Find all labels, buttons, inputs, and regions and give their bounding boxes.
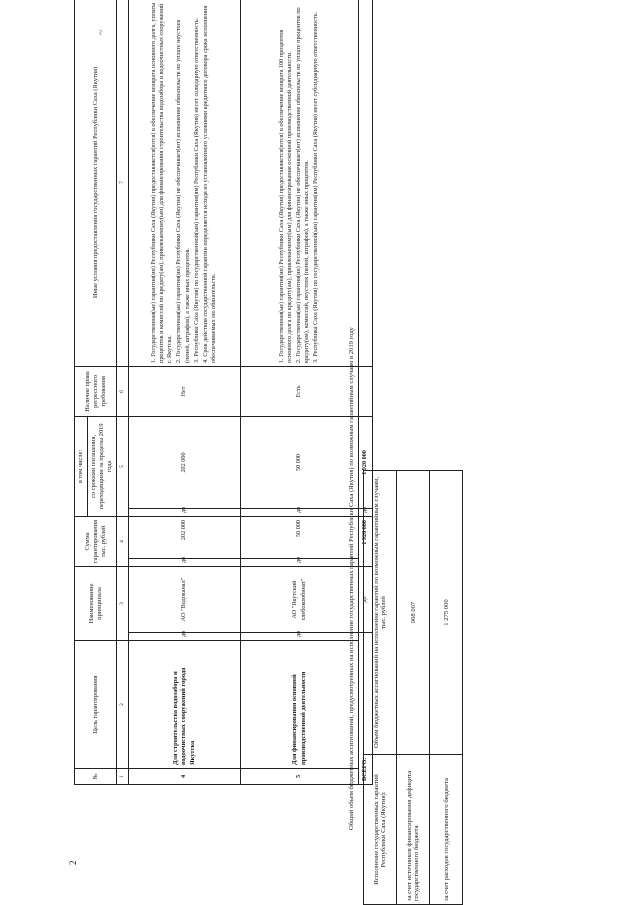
budget-row-label: за счет расходов государственного бюджета [430,755,463,905]
row-number: 5 [241,769,359,785]
prefix-mark: до [129,508,241,516]
budget-header-right: Объем бюджетных ассигнований на исполнение гарантий по возможным гарантийным случаям, тыс. рублей [364,471,397,755]
header-goal: Цель гарантирования [75,641,117,769]
guarantee-amount: 50 000 [241,516,359,558]
condition-item: 2. Государственная(ые) гарантия(ии) Республики Саха (Якутия) не обеспечивает(ют) исполнение обязательств по уплате процентов по кредиту(ам), комиссий, неустоек (пеней, штрафов), а также иных процентов. [294,7,311,363]
empty-cell [359,366,373,416]
total-amount: 1 920 000 [359,516,373,566]
maturity-amount: 202 000 [129,416,241,508]
table-row [129,0,241,785]
table-row [397,471,430,905]
col-number: 2 [117,641,129,769]
empty-cell [359,0,373,366]
header-principal: Наименование принципала [75,566,117,640]
budget-row-value: 968 007 [397,471,430,755]
prefix-mark: до [129,633,241,641]
col-number: 1 [117,769,129,785]
budget-row-value: 1 275 000 [430,471,463,755]
condition-item: 3. Республика Саха (Якутия) по государственной(ым) гарантии(ям) Республики Саха (Якутия) несет субсидиарную ответственность. [312,11,320,363]
maturity-amount: 50 000 [241,416,359,508]
guarantee-conditions [129,0,241,366]
condition-item: 1. Государственная(ые) гарантия(ии) Республики Саха (Якутия) предоставляется(ются) в обеспечение возврата основного долга, уплаты процентов и комиссий по кредиту(ам), привлекаемому(ым) для финансирования строительства водозабора и водоочистных сооружений г. Якутска. [150,2,174,363]
budget-table [363,470,463,905]
header-num: № [75,769,117,785]
scan-mark: ~ [96,29,107,35]
prefix-mark: до [241,633,359,641]
guarantees-table [74,0,373,785]
column-number-row [117,0,129,785]
budget-header-row [364,471,397,905]
regress-right: Нет [129,366,241,416]
prefix-mark: до [359,566,373,632]
condition-item: 3. Республика Саха (Якутия) по государственной(ым) гарантии(ям) Республики Саха (Якутия) несет солидарную ответственность. [192,17,200,363]
row-number: 4 [129,769,241,785]
budget-header-left: Исполнение государственных гарантий Республики Саха (Якутия): [364,755,397,905]
table-row [241,0,359,785]
guarantee-goal: Для финансирования основной производственной деятельности [241,641,359,769]
condition-item: 2. Государственная(ые) гарантия(ии) Республики Саха (Якутия) не обеспечивает(ют) исполнение обязательств по уплате неустоек (пеней, штрафов), а также иных процентов. [175,19,191,363]
prefix-mark: до [241,508,359,516]
header-conditions: Иные условия предоставления государственных гарантий Республики Саха (Якутия) [75,0,117,366]
guarantee-conditions [241,0,359,366]
header-maturity: со сроками погашения, переходящими за пределы 2019 года [88,416,117,516]
principal-name: АО "Якутский хлебокомбинат" [241,566,359,632]
header-in-total: в том числе: [75,416,88,516]
col-number: 6 [117,366,129,416]
budget-row-label: за счет источников финансирования дефицита государственного бюджета [397,755,430,905]
header-regress: Наличие права регрессного требования [75,366,117,416]
col-number: 7 [117,0,129,366]
guarantee-goal: Для строительства водозабора и водоочистных сооружений города Якутска [129,641,241,769]
prefix-mark: до [241,558,359,566]
col-number: 5 [117,416,129,516]
table-row [430,471,463,905]
col-number: 3 [117,566,129,640]
guarantee-amount: 202 000 [129,516,241,558]
regress-right: Есть [241,366,359,416]
page-number: 2 [68,860,78,865]
table-header-row [75,0,88,785]
header-amount: Сумма гарантирования тыс. рублей [75,516,117,566]
condition-item: 4. Срок действия государственной гарантии определяется исходя из установленного условиями кредитного договора срока исполнения обеспечиваемых ею обязательств. [201,5,217,363]
prefix-mark: до [359,508,373,516]
col-number: 4 [117,516,129,566]
principal-name: АО "Водоканал" [129,566,241,632]
budget-caption: Общий объем бюджетных ассигнований, предусмотренных на исполнение государственных гарантий Республики Саха (Якутия) по возможным гарантийным случаям в 2019 году [348,327,355,830]
total-maturity: 1 920 000 [359,416,373,508]
condition-item: 1. Государственная(ые) гарантия(ии) Республики Саха (Якутия) предоставляется(ются) в обеспечение возврата 100 процентов основного долга по кредиту(ам), привлекаемому(ым) для финансирования основной производственной деятельности. [277,29,293,363]
total-label: ВСЕГО: [359,633,373,785]
prefix-mark: до [129,558,241,566]
